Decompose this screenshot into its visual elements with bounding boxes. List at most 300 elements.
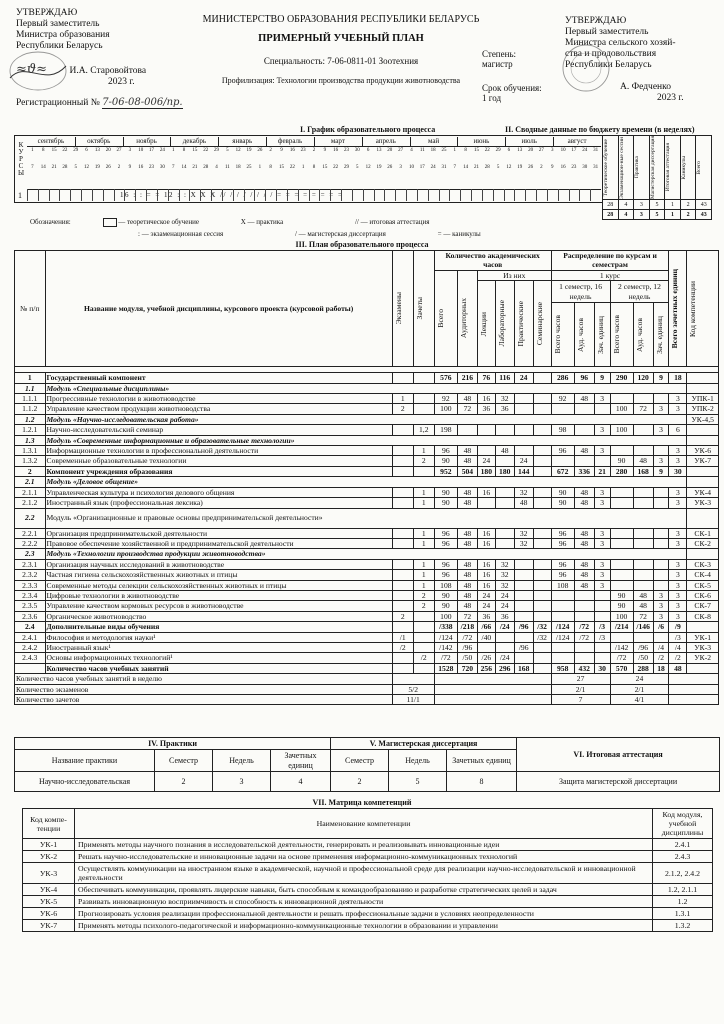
plan-cell: 3 — [653, 590, 669, 600]
plan-cell — [495, 632, 514, 642]
plan-cell — [594, 404, 610, 414]
month-label: декабрь — [171, 137, 220, 146]
plan-cell: 21 — [594, 466, 610, 476]
plan-cell — [610, 559, 633, 569]
schedule-date: 12 — [84, 165, 90, 170]
plan-cell — [392, 487, 413, 497]
plan-cell — [610, 632, 633, 642]
plan-cell: 286 — [551, 373, 574, 383]
schedule-date: 1 — [258, 165, 262, 170]
plan-cell — [551, 642, 574, 652]
plan-cell: 1528 — [434, 663, 457, 673]
schedule-date: 14 — [40, 165, 46, 170]
matrix-competence-name: Прогнозировать условия реализации профессиональной деятельности и решать профессиональные задачи в условиях неопределенности — [75, 908, 653, 920]
plan-cell — [594, 653, 610, 663]
plan-cell: 24 — [477, 590, 495, 600]
schedule-date: 29 — [343, 165, 349, 170]
plan-cell: УК-1 — [687, 632, 719, 642]
plan-cell: 1 — [413, 446, 434, 456]
plan-cell: УК-4,5 — [687, 414, 719, 424]
plan-row — [15, 611, 719, 621]
plan-cell — [514, 559, 533, 569]
plan-cell: 92 — [551, 394, 574, 404]
degree-block — [482, 49, 516, 69]
plan-cell: /124 — [434, 632, 457, 642]
plan-cell — [533, 404, 551, 414]
plan-cell: 48 — [457, 580, 477, 590]
schedule-grid — [14, 135, 603, 203]
plan-cell: /6 — [653, 622, 669, 632]
right-approve-heading: УТВЕРЖДАЮ — [565, 16, 627, 26]
plan-cell — [574, 425, 594, 435]
section-1-title: I. График образовательного процесса — [300, 125, 436, 134]
schedule-date: 16 — [560, 165, 566, 170]
plan-cell: 2.1 — [15, 477, 46, 487]
plan-cell — [653, 559, 669, 569]
header-name: Название модуля, учебной дисциплины, курсового проекта (курсовой работы) — [45, 251, 392, 367]
plan-cell: 2.4.1 — [15, 632, 46, 642]
schedule-date: 30 — [159, 165, 165, 170]
month-label: апрель — [362, 137, 411, 146]
plan-cell — [495, 498, 514, 508]
schedule-date: 23 — [571, 165, 577, 170]
plan-cell: 144 — [514, 466, 533, 476]
plan-cell: 2.3.3 — [15, 580, 46, 590]
plan-cell: 280 — [610, 466, 633, 476]
plan-cell: /3 — [594, 632, 610, 642]
plan-cell: 90 — [610, 601, 633, 611]
plan-cell — [392, 466, 413, 476]
matrix-header-code: Код компе-тенции — [23, 809, 75, 839]
plan-discipline-name: Организация предпринимательской деятельности — [45, 528, 392, 538]
plan-cell: /2 — [669, 653, 687, 663]
matrix-competence-name: Решать научно-исследовательские и инновационные задачи на основе применения информационно-коммуникационных технологий — [75, 851, 653, 863]
plan-discipline-name: Организация научных исследований в животноводстве — [45, 559, 392, 569]
thesis-semester: 2 — [331, 772, 389, 792]
plan-cell: 2 — [413, 590, 434, 600]
plan-cell: 100 — [434, 404, 457, 414]
matrix-header-modules: Код модуля, учебной дисциплины — [653, 809, 713, 839]
plan-discipline-name: Цифровые технологии в животноводстве — [45, 590, 392, 600]
plan-cell — [392, 580, 413, 590]
month-label: май — [410, 137, 459, 146]
plan-cell: УК-3 — [687, 642, 719, 652]
matrix-code: УК-5 — [23, 896, 75, 908]
matrix-row — [23, 863, 713, 884]
plan-cell — [514, 632, 533, 642]
plan-cell: 1 — [413, 528, 434, 538]
plan-cell: 3 — [669, 498, 687, 508]
plan-module-name: Модуль «Современные информационные и образовательные технологии» — [45, 435, 687, 445]
plan-cell: 48 — [457, 538, 477, 548]
schedule-date: 15 — [279, 165, 284, 170]
plan-cell — [477, 425, 495, 435]
plan-cell: 96 — [551, 570, 574, 580]
plan-cell — [477, 498, 495, 508]
plan-cell: 2.1.2 — [15, 498, 46, 508]
thesis-weeks: 5 — [389, 772, 447, 792]
schedule-date: 24 — [159, 148, 165, 153]
budget-total: 28 — [603, 210, 619, 220]
plan-cell: 72 — [633, 611, 653, 621]
schedule-date: 9 — [551, 165, 554, 170]
plan-cell — [495, 528, 514, 538]
schedule-date: 20 — [105, 148, 111, 153]
plan-cell — [413, 611, 434, 621]
plan-cell: 96 — [434, 528, 457, 538]
plan-cell — [687, 477, 719, 487]
legend-item: // — итоговая аттестация — [354, 218, 430, 227]
header-credits: Зачеты — [414, 297, 424, 320]
plan-cell — [653, 498, 669, 508]
plan-cell: 90 — [610, 590, 633, 600]
header-of-them: Из них — [477, 270, 551, 280]
practice-header-weeks: Недель — [213, 750, 271, 772]
left-stamp — [6, 48, 70, 94]
plan-cell: 48 — [457, 559, 477, 569]
summary-empty — [434, 684, 551, 694]
plan-cell: 504 — [457, 466, 477, 476]
plan-cell: 1.3 — [15, 435, 46, 445]
plan-cell: 48 — [457, 601, 477, 611]
plan-cell: 1 — [413, 498, 434, 508]
plan-cell — [610, 446, 633, 456]
courses-label: К У Р С Ы — [17, 141, 25, 177]
budget-total: 43 — [696, 210, 712, 220]
plan-discipline-name: Основы информационных технологий¹ — [45, 653, 392, 663]
section-4-title: IV. Практики — [15, 738, 331, 750]
budget-value: 28 — [603, 200, 619, 210]
matrix-competence-name: Обеспечивать коммуникации, проявлять лидерские навыки, быть способным к командообразованию и разработке стратегических целей и задач — [75, 884, 653, 896]
plan-group-row — [15, 373, 719, 383]
summary-label: Количество часов учебных занятий в неделю — [15, 674, 393, 684]
plan-row — [15, 498, 719, 508]
plan-cell: 1 — [413, 559, 434, 569]
plan-cell — [413, 373, 434, 383]
plan-cell: 48 — [574, 570, 594, 580]
schedule-date: 13 — [517, 148, 523, 153]
matrix-row — [23, 896, 713, 908]
plan-cell: 3 — [669, 559, 687, 569]
budget-header-attestation: Итоговая аттестация — [665, 143, 672, 192]
plan-title: ПРИМЕРНЫЙ УЧЕБНЫЙ ПЛАН — [258, 33, 424, 44]
legend-theory-icon — [103, 218, 117, 227]
plan-cell: 1 — [15, 373, 46, 383]
schedule-date: 27 — [116, 148, 122, 153]
plan-cell — [687, 622, 719, 632]
plan-discipline-name: Прогрессивные технологии в животноводстве — [45, 394, 392, 404]
schedule-date: 14 — [463, 165, 469, 170]
plan-cell: 1.1.2 — [15, 404, 46, 414]
plan-cell: УПК-1 — [687, 394, 719, 404]
matrix-row — [23, 839, 713, 851]
summary-empty — [434, 674, 551, 684]
plan-cell: 48 — [669, 663, 687, 673]
schedule-date: 30 — [582, 165, 588, 170]
schedule-date: 2 — [117, 165, 121, 170]
plan-cell — [533, 580, 551, 590]
plan-cell — [633, 446, 653, 456]
plan-cell — [392, 373, 413, 383]
plan-cell — [392, 538, 413, 548]
plan-cell — [392, 425, 413, 435]
plan-cell: /32 — [533, 622, 551, 632]
plan-cell — [610, 580, 633, 590]
summary-sem1: 27 — [551, 674, 610, 684]
header-sem1-ze: Зач. единиц — [595, 315, 605, 354]
schedule-date: 24 — [430, 165, 436, 170]
plan-cell: /3 — [669, 632, 687, 642]
matrix-code: УК-1 — [23, 839, 75, 851]
schedule-date: 12 — [235, 148, 241, 153]
schedule-date: 28 — [203, 165, 209, 170]
schedule-date: 17 — [419, 165, 425, 170]
schedule-date: 5 — [74, 165, 77, 170]
plan-cell: /24 — [495, 653, 514, 663]
budget-value: 5 — [649, 200, 665, 210]
plan-cell: 90 — [434, 456, 457, 466]
plan-cell: 3 — [669, 456, 687, 466]
plan-cell — [533, 663, 551, 673]
plan-cell: 96 — [551, 538, 574, 548]
matrix-modules: 2.4.1 — [653, 839, 713, 851]
schedule-date: 29 — [495, 148, 501, 153]
plan-cell: 2 — [392, 611, 413, 621]
plan-cell — [653, 538, 669, 548]
plan-cell — [392, 590, 413, 600]
plan-cell: 1.1.1 — [15, 394, 46, 404]
plan-cell: 9 — [653, 373, 669, 383]
plan-cell: 36 — [495, 611, 514, 621]
plan-discipline-name: Иностранный язык (профессиональная лексика) — [45, 498, 392, 508]
plan-cell: 296 — [495, 663, 514, 673]
plan-cell: 48 — [457, 498, 477, 508]
header-sem2-aud: Ауд. часов — [634, 317, 644, 352]
summary-empty — [669, 674, 719, 684]
plan-cell: /2 — [653, 653, 669, 663]
plan-row — [15, 404, 719, 414]
plan-cell — [392, 570, 413, 580]
schedule-date: 22 — [203, 148, 209, 153]
plan-cell: /338 — [434, 622, 457, 632]
plan-cell — [653, 580, 669, 590]
header-lectures: Лекции — [478, 311, 488, 336]
plan-cell: 3 — [594, 394, 610, 404]
plan-cell: /66 — [477, 622, 495, 632]
plan-cell — [633, 538, 653, 548]
reg-number-value: 7-06-08-006/пр. — [102, 97, 183, 108]
practice-semester: 2 — [155, 772, 213, 792]
plan-cell: 48 — [457, 570, 477, 580]
schedule-date: 5 — [496, 165, 500, 170]
header-hours: Количество академических часов — [434, 251, 551, 271]
plan-cell: 570 — [610, 663, 633, 673]
left-signer-name: И.А. Старовойтова — [69, 66, 147, 76]
schedule-date: 21 — [192, 165, 198, 170]
schedule-date: 9 — [280, 148, 283, 153]
budget-value: 43 — [696, 200, 712, 210]
right-stamp — [560, 42, 612, 94]
plan-cell: 48 — [633, 601, 653, 611]
left-approve-year: 2023 г. — [108, 77, 135, 87]
plan-cell: 108 — [434, 580, 457, 590]
plan-cell: /3 — [594, 622, 610, 632]
plan-cell: 48 — [633, 590, 653, 600]
matrix-body — [23, 839, 713, 932]
plan-cell — [633, 528, 653, 538]
plan-cell — [514, 653, 533, 663]
budget-header-practice: Практика — [634, 156, 641, 179]
plan-cell — [594, 601, 610, 611]
plan-cell — [610, 498, 633, 508]
legend-label: Обозначения: — [30, 218, 71, 227]
plan-cell: УК-3 — [687, 498, 719, 508]
plan-cell — [653, 570, 669, 580]
plan-discipline-name: Современные методы селекции сельскохозяйственных животных и птицы — [45, 580, 392, 590]
plan-cell — [413, 642, 434, 652]
plan-cell — [533, 425, 551, 435]
plan-cell: 3 — [594, 446, 610, 456]
plan-cell: 30 — [594, 663, 610, 673]
plan-cell: /96 — [514, 622, 533, 632]
plan-cell: СК-1 — [687, 528, 719, 538]
plan-cell — [413, 466, 434, 476]
header-sem2-ze: Зач. единиц — [654, 315, 664, 354]
matrix-row — [23, 908, 713, 920]
plan-cell: 30 — [669, 466, 687, 476]
plan-cell: 48 — [457, 456, 477, 466]
matrix-row — [23, 920, 713, 932]
schedule-date: 20 — [528, 148, 534, 153]
month-label: сентябрь — [27, 137, 76, 146]
legend — [30, 218, 710, 238]
plan-cell — [533, 601, 551, 611]
week-cell — [590, 189, 602, 201]
plan-cell: /72 — [434, 653, 457, 663]
summary-sem2: 2/1 — [610, 684, 669, 694]
right-approve-line-3: ства и продовольствия — [565, 49, 657, 59]
schedule-date: 22 — [484, 148, 490, 153]
plan-row — [15, 632, 719, 642]
plan-cell: 16 — [477, 394, 495, 404]
plan-discipline-name: Компонент учреждения образования — [45, 466, 392, 476]
schedule-date: 1 — [171, 148, 175, 153]
plan-cell: 90 — [434, 498, 457, 508]
plan-module-name: Модуль «Организационные и правовые основы предпринимательской деятельности» — [45, 508, 687, 528]
month-label: июль — [505, 137, 554, 146]
plan-cell — [392, 663, 413, 673]
plan-cell: 16 — [477, 580, 495, 590]
plan-cell — [533, 538, 551, 548]
right-signer-name: А. Федченко — [620, 82, 672, 92]
plan-cell — [533, 487, 551, 497]
budget-row — [603, 200, 712, 210]
plan-cell: /72 — [574, 632, 594, 642]
thesis-header-semester: Семестр — [331, 750, 389, 772]
schedule-date: 8 — [182, 148, 186, 153]
plan-cell: 432 — [574, 663, 594, 673]
plan-discipline-name: Философия и методология науки¹ — [45, 632, 392, 642]
plan-row — [15, 642, 719, 652]
section-2-title: II. Сводные данные по бюджету времени (в неделях) — [505, 125, 695, 134]
plan-cell — [413, 632, 434, 642]
plan-cell — [687, 663, 719, 673]
time-budget-table — [602, 135, 712, 220]
plan-cell — [594, 456, 610, 466]
plan-cell: 48 — [574, 528, 594, 538]
plan-cell: 90 — [610, 456, 633, 466]
plan-cell: /50 — [457, 653, 477, 663]
plan-cell: 48 — [495, 446, 514, 456]
month-label: июнь — [458, 137, 507, 146]
plan-cell — [533, 611, 551, 621]
header-seminars: Семинарские — [534, 302, 544, 346]
plan-cell: 96 — [574, 373, 594, 383]
schedule-date: 30 — [354, 148, 360, 153]
practice-ze: 4 — [271, 772, 331, 792]
month-label: февраль — [266, 137, 315, 146]
budget-value: 4 — [618, 200, 634, 210]
month-label: август — [567, 137, 587, 145]
plan-cell: 90 — [551, 498, 574, 508]
plan-cell — [514, 446, 533, 456]
schedule-date: 26 — [105, 165, 111, 170]
plan-cell — [477, 446, 495, 456]
plan-cell: 3 — [594, 559, 610, 569]
degree-label: Степень: — [482, 49, 517, 59]
schedule-date: 17 — [149, 148, 155, 153]
plan-cell — [495, 538, 514, 548]
plan-cell: 1,2 — [413, 425, 434, 435]
right-approve-year: 2023 г. — [657, 93, 684, 103]
plan-cell: 3 — [669, 394, 687, 404]
plan-cell: 108 — [551, 580, 574, 590]
legend-item: — теоретическое обучение — [118, 218, 199, 227]
matrix-code: УК-3 — [23, 863, 75, 884]
plan-cell: СК-6 — [687, 590, 719, 600]
schedule-date: 27 — [398, 148, 404, 153]
section-3-title: III. План образовательного процесса — [295, 240, 429, 249]
plan-cell: /72 — [610, 653, 633, 663]
schedule-date: 19 — [246, 148, 252, 153]
plan-discipline-name: Государственный компонент — [45, 373, 392, 383]
plan-cell — [533, 394, 551, 404]
plan-cell — [653, 446, 669, 456]
plan-cell: 3 — [669, 611, 687, 621]
plan-cell: 3 — [594, 528, 610, 538]
schedule-date: 17 — [571, 148, 577, 153]
schedule-date: 26 — [387, 165, 393, 170]
budget-total: 4 — [618, 210, 634, 220]
plan-cell — [574, 642, 594, 652]
header-sem1: 1 семестр, 16 недель — [551, 281, 610, 303]
month-label: октябрь — [75, 137, 124, 146]
plan-cell: /50 — [633, 653, 653, 663]
plan-cell: СК-8 — [687, 611, 719, 621]
plan-cell — [594, 611, 610, 621]
summary-sem2: 4/1 — [610, 695, 669, 705]
left-approve-line-1: Первый заместитель — [16, 19, 100, 29]
budget-header-holidays: Каникулы — [680, 155, 687, 180]
plan-cell — [392, 653, 413, 663]
plan-cell: 32 — [495, 570, 514, 580]
schedule-date: 8 — [312, 165, 316, 170]
matrix-competence-name: Осуществлять коммуникации на иностранном языке в академической, научной и профессиональной среде для реализации научно-исследовательской и инновационной деятельности — [75, 863, 653, 884]
section-5-title: V. Магистерская диссертация — [331, 738, 517, 750]
schedule-date: 23 — [149, 165, 155, 170]
plan-discipline-name: Научно-исследовательский семинар — [45, 425, 392, 435]
schedule-date: 3 — [399, 165, 402, 170]
